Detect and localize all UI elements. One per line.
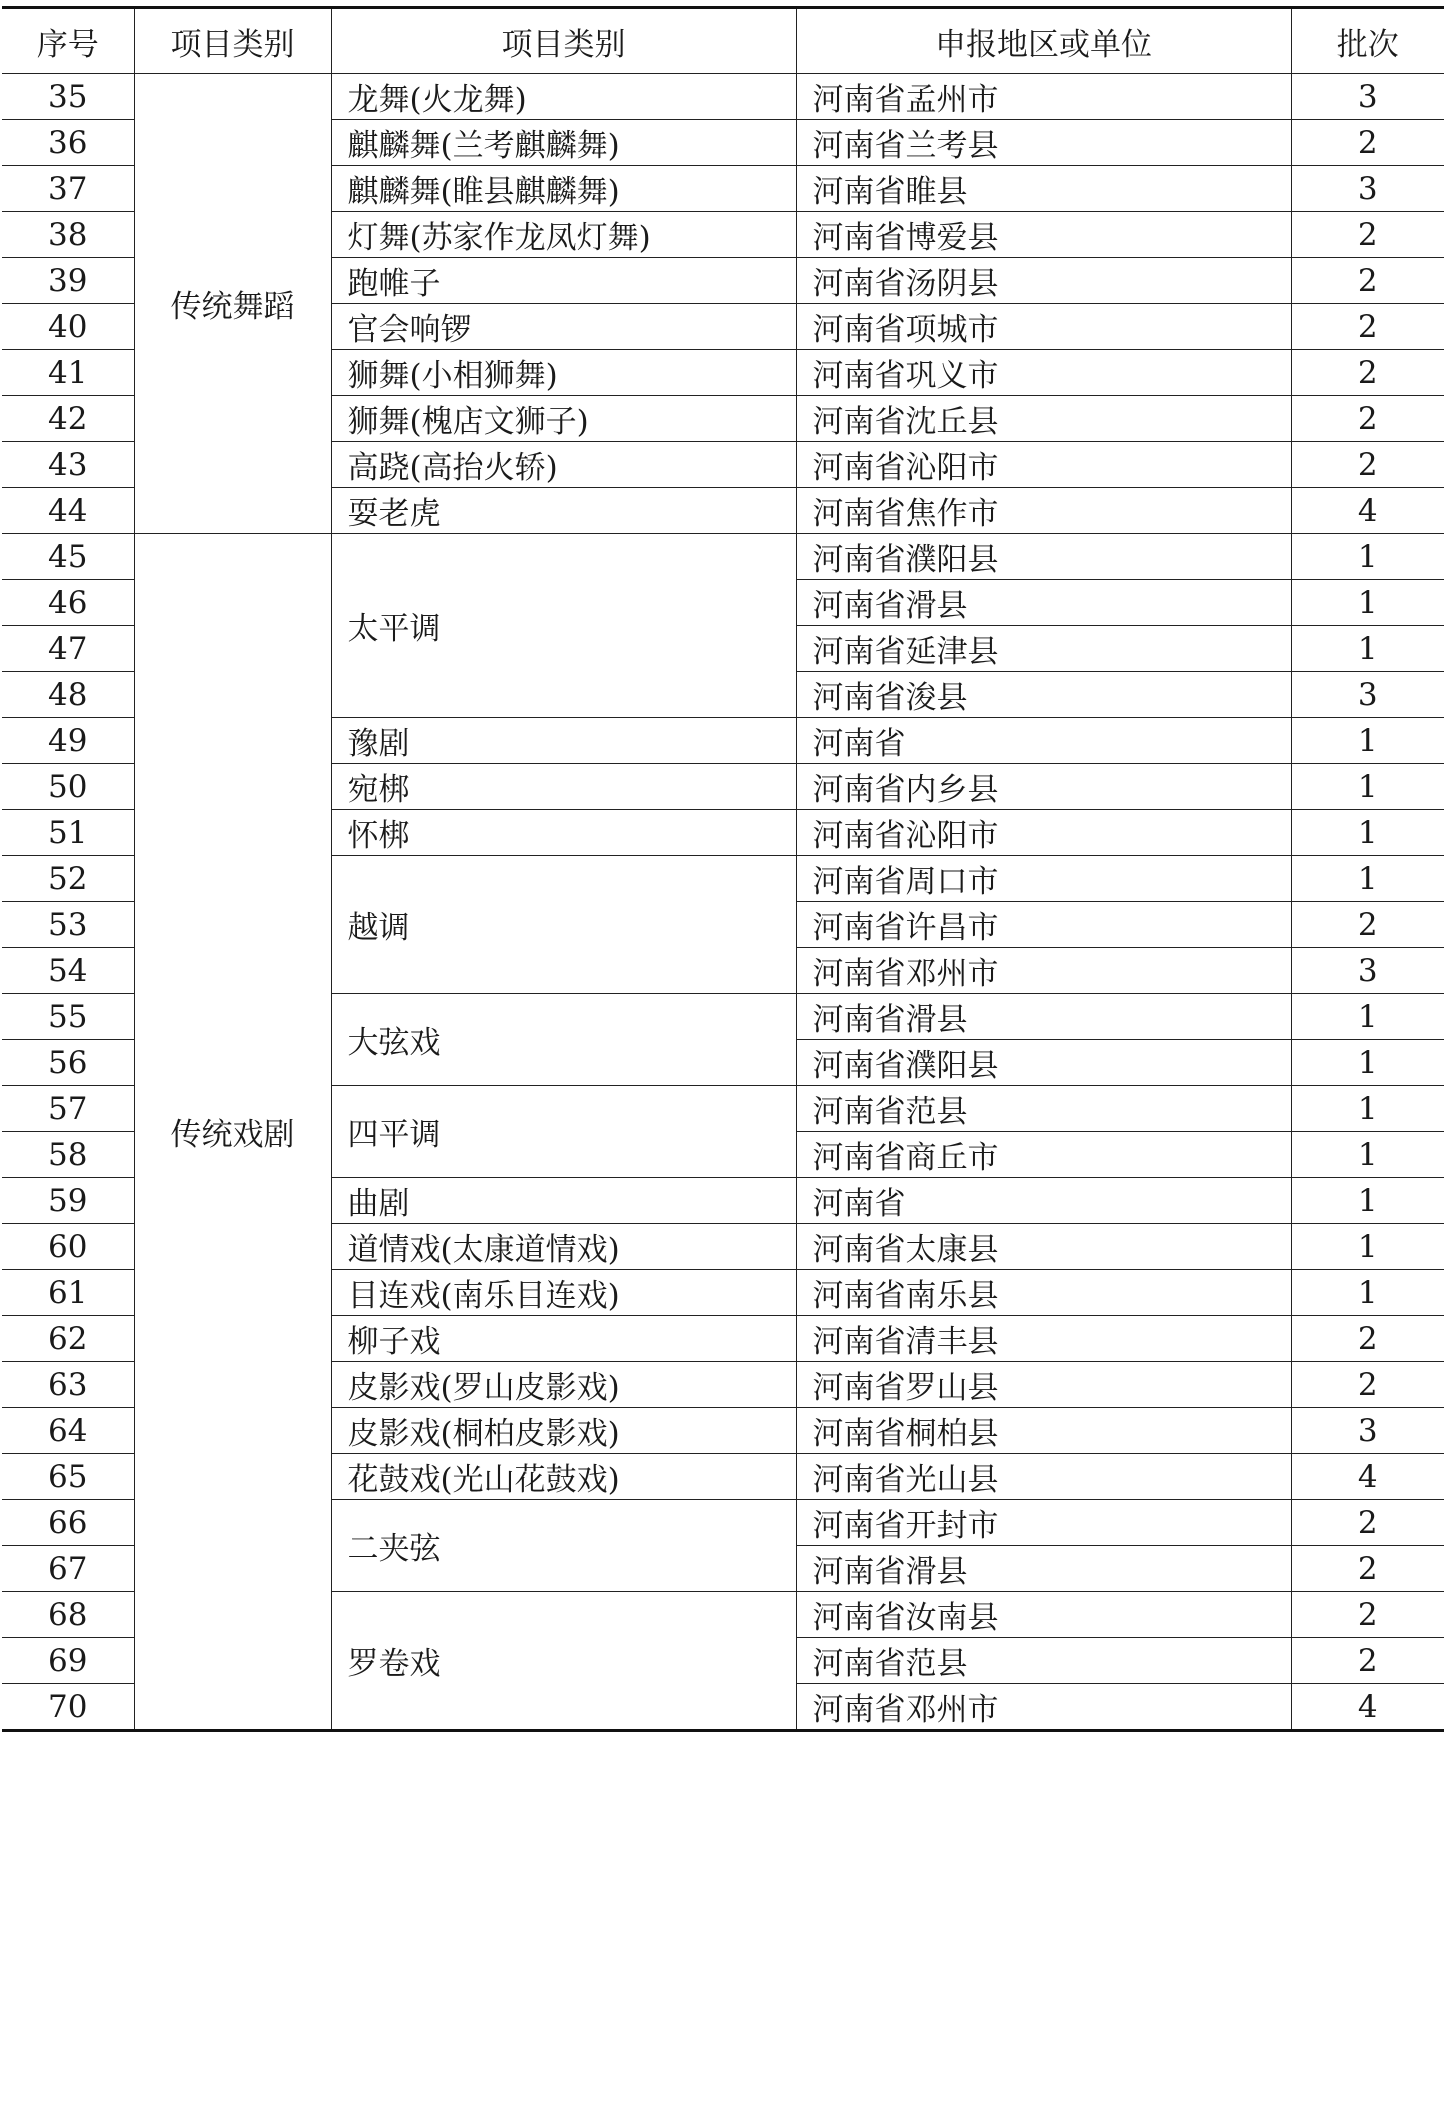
cell-num: 51 bbox=[2, 810, 134, 856]
cell-project: 狮舞(槐店文狮子) bbox=[331, 396, 796, 442]
cell-region: 河南省浚县 bbox=[796, 672, 1291, 718]
table-row bbox=[2, 534, 1444, 580]
cell-project: 越调 bbox=[331, 856, 796, 994]
heritage-table bbox=[2, 6, 1444, 1732]
cell-region: 河南省沁阳市 bbox=[796, 442, 1291, 488]
cell-num: 64 bbox=[2, 1408, 134, 1454]
cell-batch: 2 bbox=[1291, 902, 1444, 948]
cell-batch: 1 bbox=[1291, 1040, 1444, 1086]
cell-batch: 2 bbox=[1291, 1592, 1444, 1638]
cell-project: 怀梆 bbox=[331, 810, 796, 856]
cell-region: 河南省范县 bbox=[796, 1638, 1291, 1684]
cell-region: 河南省濮阳县 bbox=[796, 1040, 1291, 1086]
cell-num: 50 bbox=[2, 764, 134, 810]
cell-region: 河南省滑县 bbox=[796, 580, 1291, 626]
cell-num: 58 bbox=[2, 1132, 134, 1178]
cell-batch: 3 bbox=[1291, 1408, 1444, 1454]
cell-region: 河南省濮阳县 bbox=[796, 534, 1291, 580]
table-body bbox=[2, 74, 1444, 1731]
cell-region: 河南省兰考县 bbox=[796, 120, 1291, 166]
cell-project: 曲剧 bbox=[331, 1178, 796, 1224]
cell-project: 耍老虎 bbox=[331, 488, 796, 534]
cell-region: 河南省范县 bbox=[796, 1086, 1291, 1132]
cell-num: 68 bbox=[2, 1592, 134, 1638]
cell-project: 麒麟舞(兰考麒麟舞) bbox=[331, 120, 796, 166]
cell-project: 皮影戏(罗山皮影戏) bbox=[331, 1362, 796, 1408]
header-num: 序号 bbox=[2, 8, 134, 74]
cell-project: 宛梆 bbox=[331, 764, 796, 810]
cell-num: 61 bbox=[2, 1270, 134, 1316]
cell-num: 55 bbox=[2, 994, 134, 1040]
cell-batch: 4 bbox=[1291, 1684, 1444, 1731]
cell-category: 传统舞蹈 bbox=[134, 74, 331, 534]
cell-batch: 3 bbox=[1291, 166, 1444, 212]
cell-num: 45 bbox=[2, 534, 134, 580]
cell-num: 37 bbox=[2, 166, 134, 212]
cell-num: 63 bbox=[2, 1362, 134, 1408]
cell-batch: 2 bbox=[1291, 1362, 1444, 1408]
cell-region: 河南省周口市 bbox=[796, 856, 1291, 902]
cell-num: 66 bbox=[2, 1500, 134, 1546]
cell-region: 河南省睢县 bbox=[796, 166, 1291, 212]
cell-num: 43 bbox=[2, 442, 134, 488]
cell-region: 河南省沁阳市 bbox=[796, 810, 1291, 856]
cell-batch: 3 bbox=[1291, 672, 1444, 718]
cell-region: 河南省汝南县 bbox=[796, 1592, 1291, 1638]
cell-region: 河南省许昌市 bbox=[796, 902, 1291, 948]
cell-num: 52 bbox=[2, 856, 134, 902]
cell-region: 河南省商丘市 bbox=[796, 1132, 1291, 1178]
cell-project: 跑帷子 bbox=[331, 258, 796, 304]
cell-batch: 2 bbox=[1291, 442, 1444, 488]
cell-region: 河南省滑县 bbox=[796, 994, 1291, 1040]
cell-project: 四平调 bbox=[331, 1086, 796, 1178]
cell-batch: 1 bbox=[1291, 1132, 1444, 1178]
cell-num: 70 bbox=[2, 1684, 134, 1731]
cell-region: 河南省罗山县 bbox=[796, 1362, 1291, 1408]
cell-batch: 2 bbox=[1291, 1316, 1444, 1362]
cell-category: 传统戏剧 bbox=[134, 534, 331, 1731]
header-category: 项目类别 bbox=[134, 8, 331, 74]
cell-project: 道情戏(太康道情戏) bbox=[331, 1224, 796, 1270]
cell-num: 67 bbox=[2, 1546, 134, 1592]
cell-project: 柳子戏 bbox=[331, 1316, 796, 1362]
cell-num: 59 bbox=[2, 1178, 134, 1224]
cell-batch: 2 bbox=[1291, 1546, 1444, 1592]
cell-batch: 2 bbox=[1291, 120, 1444, 166]
cell-batch: 3 bbox=[1291, 948, 1444, 994]
cell-project: 高跷(高抬火轿) bbox=[331, 442, 796, 488]
cell-region: 河南省开封市 bbox=[796, 1500, 1291, 1546]
cell-region: 河南省 bbox=[796, 1178, 1291, 1224]
cell-region: 河南省邓州市 bbox=[796, 1684, 1291, 1731]
cell-region: 河南省巩义市 bbox=[796, 350, 1291, 396]
cell-project: 狮舞(小相狮舞) bbox=[331, 350, 796, 396]
cell-region: 河南省桐柏县 bbox=[796, 1408, 1291, 1454]
cell-region: 河南省延津县 bbox=[796, 626, 1291, 672]
cell-region: 河南省滑县 bbox=[796, 1546, 1291, 1592]
cell-num: 42 bbox=[2, 396, 134, 442]
cell-batch: 1 bbox=[1291, 626, 1444, 672]
cell-num: 69 bbox=[2, 1638, 134, 1684]
cell-num: 40 bbox=[2, 304, 134, 350]
header-project: 项目类别 bbox=[331, 8, 796, 74]
cell-project: 太平调 bbox=[331, 534, 796, 718]
cell-region: 河南省孟州市 bbox=[796, 74, 1291, 120]
cell-num: 65 bbox=[2, 1454, 134, 1500]
header-region: 申报地区或单位 bbox=[796, 8, 1291, 74]
cell-num: 48 bbox=[2, 672, 134, 718]
cell-batch: 1 bbox=[1291, 1178, 1444, 1224]
cell-num: 49 bbox=[2, 718, 134, 764]
cell-num: 46 bbox=[2, 580, 134, 626]
cell-num: 62 bbox=[2, 1316, 134, 1362]
cell-batch: 1 bbox=[1291, 534, 1444, 580]
cell-num: 47 bbox=[2, 626, 134, 672]
cell-num: 54 bbox=[2, 948, 134, 994]
cell-num: 41 bbox=[2, 350, 134, 396]
cell-batch: 2 bbox=[1291, 258, 1444, 304]
cell-batch: 2 bbox=[1291, 1500, 1444, 1546]
header-batch: 批次 bbox=[1291, 8, 1444, 74]
cell-project: 二夹弦 bbox=[331, 1500, 796, 1592]
cell-batch: 4 bbox=[1291, 1454, 1444, 1500]
cell-batch: 2 bbox=[1291, 212, 1444, 258]
cell-num: 35 bbox=[2, 74, 134, 120]
cell-num: 57 bbox=[2, 1086, 134, 1132]
cell-project: 皮影戏(桐柏皮影戏) bbox=[331, 1408, 796, 1454]
cell-region: 河南省太康县 bbox=[796, 1224, 1291, 1270]
cell-project: 灯舞(苏家作龙凤灯舞) bbox=[331, 212, 796, 258]
cell-batch: 1 bbox=[1291, 856, 1444, 902]
cell-num: 60 bbox=[2, 1224, 134, 1270]
cell-project: 豫剧 bbox=[331, 718, 796, 764]
cell-region: 河南省焦作市 bbox=[796, 488, 1291, 534]
cell-region: 河南省 bbox=[796, 718, 1291, 764]
cell-batch: 2 bbox=[1291, 396, 1444, 442]
cell-project: 麒麟舞(睢县麒麟舞) bbox=[331, 166, 796, 212]
cell-project: 花鼓戏(光山花鼓戏) bbox=[331, 1454, 796, 1500]
cell-batch: 1 bbox=[1291, 718, 1444, 764]
cell-project: 龙舞(火龙舞) bbox=[331, 74, 796, 120]
cell-region: 河南省汤阴县 bbox=[796, 258, 1291, 304]
cell-num: 39 bbox=[2, 258, 134, 304]
cell-batch: 1 bbox=[1291, 1086, 1444, 1132]
cell-batch: 3 bbox=[1291, 74, 1444, 120]
cell-num: 36 bbox=[2, 120, 134, 166]
cell-region: 河南省博爱县 bbox=[796, 212, 1291, 258]
cell-batch: 2 bbox=[1291, 304, 1444, 350]
cell-num: 38 bbox=[2, 212, 134, 258]
cell-batch: 2 bbox=[1291, 350, 1444, 396]
cell-batch: 1 bbox=[1291, 994, 1444, 1040]
cell-project: 罗卷戏 bbox=[331, 1592, 796, 1731]
cell-batch: 2 bbox=[1291, 1638, 1444, 1684]
cell-region: 河南省沈丘县 bbox=[796, 396, 1291, 442]
cell-num: 56 bbox=[2, 1040, 134, 1086]
table-row bbox=[2, 74, 1444, 120]
cell-project: 官会响锣 bbox=[331, 304, 796, 350]
cell-project: 大弦戏 bbox=[331, 994, 796, 1086]
cell-region: 河南省邓州市 bbox=[796, 948, 1291, 994]
cell-project: 目连戏(南乐目连戏) bbox=[331, 1270, 796, 1316]
cell-region: 河南省南乐县 bbox=[796, 1270, 1291, 1316]
cell-batch: 4 bbox=[1291, 488, 1444, 534]
cell-batch: 1 bbox=[1291, 764, 1444, 810]
cell-num: 44 bbox=[2, 488, 134, 534]
cell-region: 河南省光山县 bbox=[796, 1454, 1291, 1500]
cell-batch: 1 bbox=[1291, 580, 1444, 626]
cell-num: 53 bbox=[2, 902, 134, 948]
cell-region: 河南省内乡县 bbox=[796, 764, 1291, 810]
cell-batch: 1 bbox=[1291, 810, 1444, 856]
cell-region: 河南省项城市 bbox=[796, 304, 1291, 350]
cell-batch: 1 bbox=[1291, 1224, 1444, 1270]
cell-region: 河南省清丰县 bbox=[796, 1316, 1291, 1362]
cell-batch: 1 bbox=[1291, 1270, 1444, 1316]
header-row bbox=[2, 8, 1444, 74]
